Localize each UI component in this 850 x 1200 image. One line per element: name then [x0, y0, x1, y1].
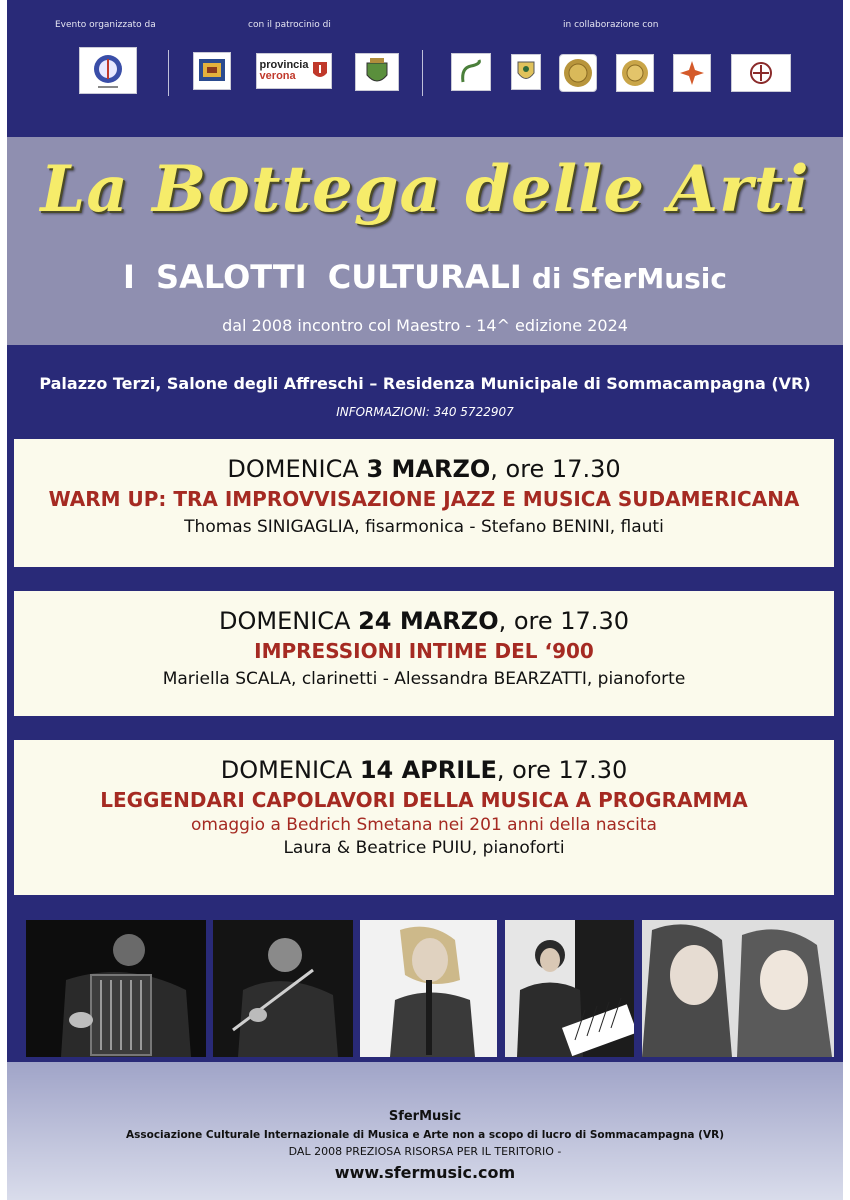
- event-title: WARM UP: TRA IMPROVVISAZIONE JAZZ E MUSICA SUDAMERICANA: [48, 487, 800, 511]
- event-date: DOMENICA 3 MARZO, ore 17.30: [227, 455, 621, 483]
- collab-logo-2: [511, 54, 541, 90]
- swirl-logo-icon: [457, 58, 485, 86]
- event-title: LEGGENDARI CAPOLAVORI DELLA MUSICA A PROGRAMMA: [100, 788, 748, 812]
- event-subtitle: omaggio a Bedrich Smetana nei 201 anni della nascita: [191, 815, 657, 835]
- event-performers: Thomas SINIGAGLIA, fisarmonica - Stefano BENINI, flauti: [184, 517, 664, 537]
- event-date: DOMENICA 24 MARZO, ore 17.30: [219, 607, 629, 635]
- subtitle-brand: di SferMusic: [531, 262, 728, 295]
- info-phone: INFORMAZIONI: 340 5722907: [336, 405, 514, 419]
- footer-association: Associazione Culturale Internazionale di Musica e Arte non a scopo di lucro di Sommacampagna (VR): [125, 1129, 724, 1141]
- edition-line: dal 2008 incontro col Maestro - 14^ edizione 2024: [222, 316, 628, 335]
- poster-subtitle: [0, 258, 850, 296]
- crest-shield-icon: [516, 59, 536, 85]
- collab-logo-4: [616, 54, 654, 92]
- patron-logo-3: [355, 53, 399, 91]
- cross-emblem-icon: [678, 59, 706, 87]
- duo-portrait-photo: [642, 920, 834, 1057]
- gold-medal-icon: [562, 57, 594, 89]
- collab-logo-5: [673, 54, 711, 92]
- sfermusic-emblem-icon: [88, 51, 128, 91]
- gold-medal-icon: [619, 57, 651, 89]
- photo-flutist: [213, 920, 353, 1057]
- collab-label: in collaborazione con: [563, 20, 659, 30]
- photo-clarinetist: [360, 920, 497, 1057]
- photo-duo-pianists: [642, 920, 834, 1057]
- poster-title: La Bottega delle Arti: [40, 152, 810, 227]
- flute-player-photo: [213, 920, 353, 1057]
- event-performers: Mariella SCALA, clarinetti - Alessandra BEARZATTI, pianoforte: [162, 669, 686, 689]
- footer-since: DAL 2008 PREZIOSA RISORSA PER IL TERITORIO -: [288, 1145, 562, 1158]
- patron-logo-1: [193, 52, 231, 90]
- ornament-cross-icon: [748, 60, 774, 86]
- venue: Palazzo Terzi, Salone degli Affreschi – Residenza Municipale di Sommacampagna (VR): [39, 374, 811, 393]
- collab-logo-3: [559, 54, 597, 92]
- event-performers: Laura & Beatrice PUIU, pianoforti: [283, 838, 565, 858]
- region-crest-icon: [197, 56, 227, 86]
- event-card-3: [14, 740, 834, 895]
- verona-crest-icon: [312, 61, 328, 81]
- event-title: IMPRESSIONI INTIME DEL ‘900: [254, 639, 594, 663]
- footer-website-link[interactable]: www.sfermusic.com: [334, 1163, 516, 1182]
- header-divider: [168, 50, 169, 96]
- municipal-crest-icon: [365, 57, 389, 87]
- event-date: DOMENICA 14 APRILE, ore 17.30: [220, 756, 628, 784]
- collab-logo-6: [731, 54, 791, 92]
- photo-pianist: [505, 920, 634, 1057]
- header-divider: [422, 50, 423, 96]
- pianist-photo: [505, 920, 634, 1057]
- organizer-label: Evento organizzato da: [55, 20, 156, 30]
- accordion-player-photo: [26, 920, 206, 1057]
- patron-label: con il patrocinio di: [248, 20, 331, 30]
- footer-org: SferMusic: [388, 1109, 462, 1124]
- event-card-2: [14, 591, 834, 716]
- photo-accordionist: [26, 920, 206, 1057]
- organizer-logo: [79, 47, 137, 94]
- clarinet-player-photo: [360, 920, 497, 1057]
- subtitle-main: I SALOTTI CULTURALI: [122, 258, 522, 296]
- event-card-1: [14, 439, 834, 567]
- provincia-verona-logo: provincia verona: [256, 53, 332, 89]
- collab-logo-1: [451, 53, 491, 91]
